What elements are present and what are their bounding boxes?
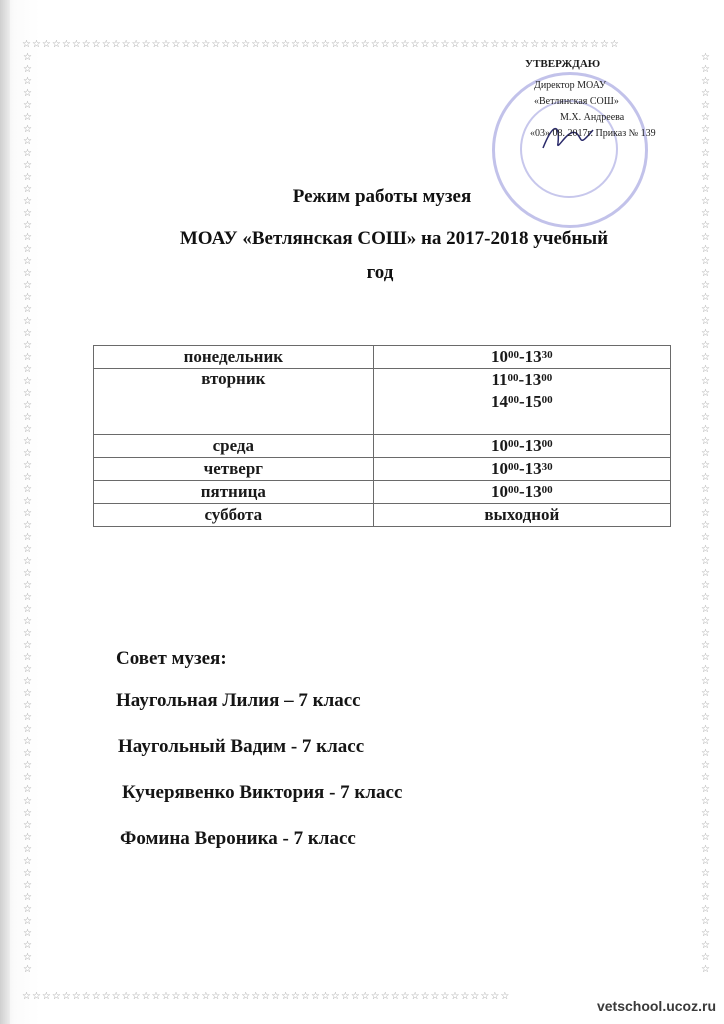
schedule-day: понедельник xyxy=(94,346,374,369)
schedule-time-range: $10^{00}-13^{00}$ xyxy=(490,482,553,501)
schedule-day: суббота xyxy=(94,504,374,527)
council-member: Кучерявенко Виктория - 7 класс xyxy=(122,782,403,803)
schedule-time xyxy=(373,481,670,504)
page-title: Режим работы музея xyxy=(292,186,472,207)
scan-edge-shadow xyxy=(0,0,10,1024)
time-start-minutes: 00 xyxy=(507,438,519,450)
time-end-minutes: 00 xyxy=(541,372,553,384)
time-end-hour: 13 xyxy=(524,436,542,455)
approval-school: «Ветлянская СОШ» xyxy=(534,96,619,107)
time-end-hour: 13 xyxy=(524,347,542,366)
schedule-row xyxy=(94,504,671,527)
council-heading: Совет музея: xyxy=(116,648,227,669)
approval-order: «03» 08. 2017г. Приказ № 139 xyxy=(530,128,656,139)
council-member: Фомина Вероника - 7 класс xyxy=(120,828,356,849)
schedule-time-range: $11^{00}-13^{00}$ xyxy=(491,370,553,389)
time-end-hour: 13 xyxy=(524,370,542,389)
schedule-row xyxy=(94,481,671,504)
time-start-minutes: 00 xyxy=(507,484,519,496)
star-border-top: ☆☆☆☆☆☆☆☆☆☆☆☆☆☆☆☆☆☆☆☆☆☆☆☆☆☆☆☆☆☆☆☆☆☆☆☆☆☆☆☆☆☆☆☆☆☆☆☆☆☆☆☆☆☆☆☆☆☆☆☆ xyxy=(22,40,620,50)
approval-heading: УТВЕРЖДАЮ xyxy=(525,58,601,70)
schedule-time-text: выходной xyxy=(484,505,560,524)
council-member: Наугольная Лилия – 7 класс xyxy=(116,690,361,711)
schedule-time xyxy=(373,504,670,527)
time-start-minutes: 00 xyxy=(507,372,519,384)
time-end-hour: 15 xyxy=(524,392,542,411)
schedule-time xyxy=(373,458,670,481)
schedule-day: пятница xyxy=(94,481,374,504)
time-end-minutes: 00 xyxy=(541,484,553,496)
time-start-hour: 10 xyxy=(490,347,508,366)
council-list xyxy=(116,690,402,874)
time-start-minutes: 00 xyxy=(507,461,519,473)
schedule-time-range: $14^{00}-15^{00}$ xyxy=(490,392,553,411)
schedule-time xyxy=(373,369,670,435)
schedule-day: четверг xyxy=(94,458,374,481)
approval-director: Директор МОАУ xyxy=(534,80,607,91)
schedule-time xyxy=(373,346,670,369)
schedule-day: вторник xyxy=(94,369,374,435)
schedule-time-range: $10^{00}-13^{00}$ xyxy=(490,436,553,455)
schedule-time-range: $10^{00}-13^{30}$ xyxy=(490,347,553,366)
schedule-time-range: $10^{00}-13^{30}$ xyxy=(490,459,553,478)
schedule-time xyxy=(373,435,670,458)
council-member: Наугольный Вадим - 7 класс xyxy=(118,736,365,757)
time-start-hour: 10 xyxy=(490,436,508,455)
time-start-minutes: 00 xyxy=(507,394,519,406)
time-start-hour: 10 xyxy=(490,459,508,478)
schedule-row xyxy=(94,346,671,369)
time-end-minutes: 30 xyxy=(541,461,553,473)
schedule-row xyxy=(94,458,671,481)
approval-signer: М.Х. Андреева xyxy=(560,112,625,123)
time-start-hour: 11 xyxy=(491,370,508,389)
page-subtitle: МОАУ «Ветлянская СОШ» на 2017-2018 учебный xyxy=(179,228,609,249)
time-start-hour: 14 xyxy=(490,392,508,411)
star-border-bottom: ☆☆☆☆☆☆☆☆☆☆☆☆☆☆☆☆☆☆☆☆☆☆☆☆☆☆☆☆☆☆☆☆☆☆☆☆☆☆☆☆☆☆☆☆☆☆☆☆☆ xyxy=(22,992,511,1002)
schedule-table xyxy=(93,345,671,527)
time-end-minutes: 00 xyxy=(541,394,553,406)
schedule-day: среда xyxy=(94,435,374,458)
time-start-minutes: 00 xyxy=(507,349,519,361)
site-watermark: vetschool.ucoz.ru xyxy=(596,998,716,1014)
time-end-minutes: 00 xyxy=(541,438,553,450)
star-border-right: ☆☆☆☆☆☆☆☆☆☆☆☆☆☆☆☆☆☆☆☆☆☆☆☆☆☆☆☆☆☆☆☆☆☆☆☆☆☆☆☆☆☆☆☆☆☆☆☆☆☆☆☆☆☆☆☆☆☆☆☆☆☆☆☆☆☆☆☆☆☆☆☆☆☆☆☆☆ xyxy=(701,52,711,975)
time-end-minutes: 30 xyxy=(541,349,553,361)
schedule-row xyxy=(94,369,671,435)
time-end-hour: 13 xyxy=(524,459,542,478)
approval-block xyxy=(500,56,680,142)
page-subtitle-continued: год xyxy=(366,262,394,283)
time-start-hour: 10 xyxy=(490,482,508,501)
star-border-left: ☆☆☆☆☆☆☆☆☆☆☆☆☆☆☆☆☆☆☆☆☆☆☆☆☆☆☆☆☆☆☆☆☆☆☆☆☆☆☆☆☆☆☆☆☆☆☆☆☆☆☆☆☆☆☆☆☆☆☆☆☆☆☆☆☆☆☆☆☆☆☆☆☆☆☆☆☆ xyxy=(23,52,33,975)
time-end-hour: 13 xyxy=(524,482,542,501)
schedule-row xyxy=(94,435,671,458)
